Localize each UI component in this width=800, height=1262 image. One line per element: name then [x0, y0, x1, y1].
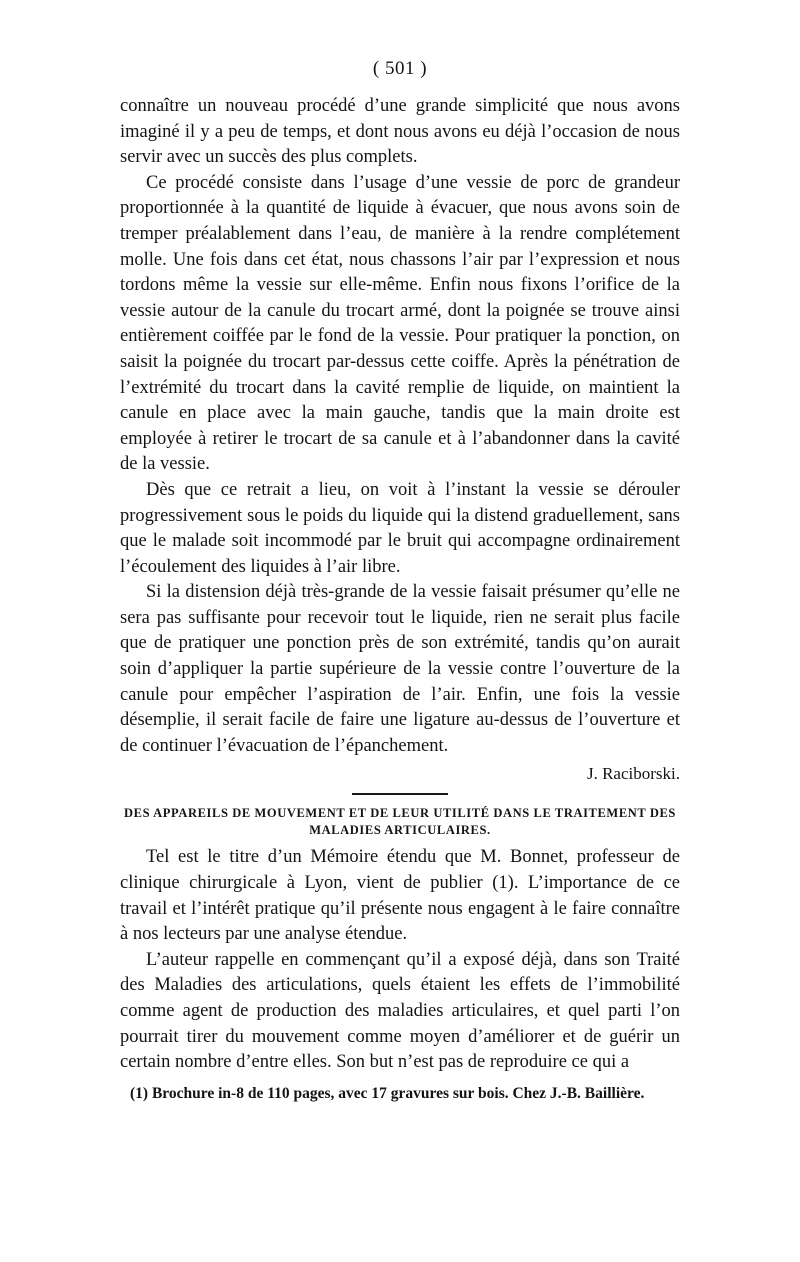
paragraph: connaître un nouveau procédé d’une grande simplicité que nous avons imaginé il y a peu de temps, et dont nous avons eu déjà l’occasion de nous servir avec un succès des plus complets. [120, 96, 680, 168]
paragraph: Dès que ce retrait a lieu, on voit à l’instant la vessie se dérouler progressivement sous le poids du liquide qui la distend graduellement, sans que le malade soit incommodé par le bruit qui accompagne ordinairement l’écoulement des liquides à l’air libre. [120, 479, 680, 577]
signature: J. Raciborski. [586, 764, 680, 784]
page-number: ( 501 ) [372, 58, 428, 79]
section-title: DES APPAREILS DE MOUVEMENT ET DE LEUR UTILITÉ DANS LE TRAITEMENT DES MALADIES ARTICULAIRES. [124, 806, 676, 838]
footnote: (1) Brochure in-8 de 110 pages, avec 17 gravures sur bois. Chez J.-B. Baillière. [130, 1084, 645, 1102]
paragraph: L’auteur rappelle en commençant qu’il a exposé déjà, dans son Traité des Maladies des articulations, quels étaient les effets de l’immobilité comme agent de production des maladies articulaires, et quel parti l’on pourrait tirer du mouvement comme moyen d’améliorer et de guérir un certain nombre d’entre elles. Son but n’est pas de reproduire ce qui a [120, 949, 680, 1073]
paragraph: Si la distension déjà très-grande de la vessie faisait présumer qu’elle ne sera pas suffisante pour recevoir tout le liquide, rien ne serait plus facile que de pratiquer une ponction près de son extrémité, tandis qu’on aurait soin d’appliquer la partie supérieure de la vessie contre l’ouverture de la canule pour empêcher l’aspiration de l’air. Enfin, une fois la vessie désemplie, il serait facile de faire une ligature au-dessus de l’ouverture et de continuer l’évacuation de l’épanchement. [120, 582, 680, 756]
paragraph: Tel est le titre d’un Mémoire étendu que M. Bonnet, professeur de clinique chirurgicale à Lyon, vient de publier (1). L’importance de ce travail et l’intérêt pratique qu’il présente nous engagent à le faire connaître à nos lecteurs par une analyse étendue. [120, 847, 680, 945]
page [120, 58, 680, 1119]
divider [352, 793, 448, 795]
paragraph: Ce procédé consiste dans l’usage d’une vessie de porc de grandeur proportionnée à la quantité de liquide à évacuer, que nous avons soin de tremper préalablement dans l’eau, de manière à la rendre complétement molle. Une fois dans cet état, nous chassons l’air par l’expression et nous tordons même la vessie sur elle-même. Enfin nous fixons l’orifice de la vessie autour de la canule du trocart armé, dont la poignée se trouve ainsi entièrement coiffée par le fond de la vessie. Pour pratiquer la ponction, on saisit la poignée du trocart par-dessus cette coiffe. Après la pénétration de l’extrémité du trocart dans la cavité remplie de liquide, on maintient la canule en place avec la main gauche, tandis que la main droite est employée à retirer le trocart de sa canule et à l’abandonner dans la cavité de la vessie. [120, 172, 680, 475]
